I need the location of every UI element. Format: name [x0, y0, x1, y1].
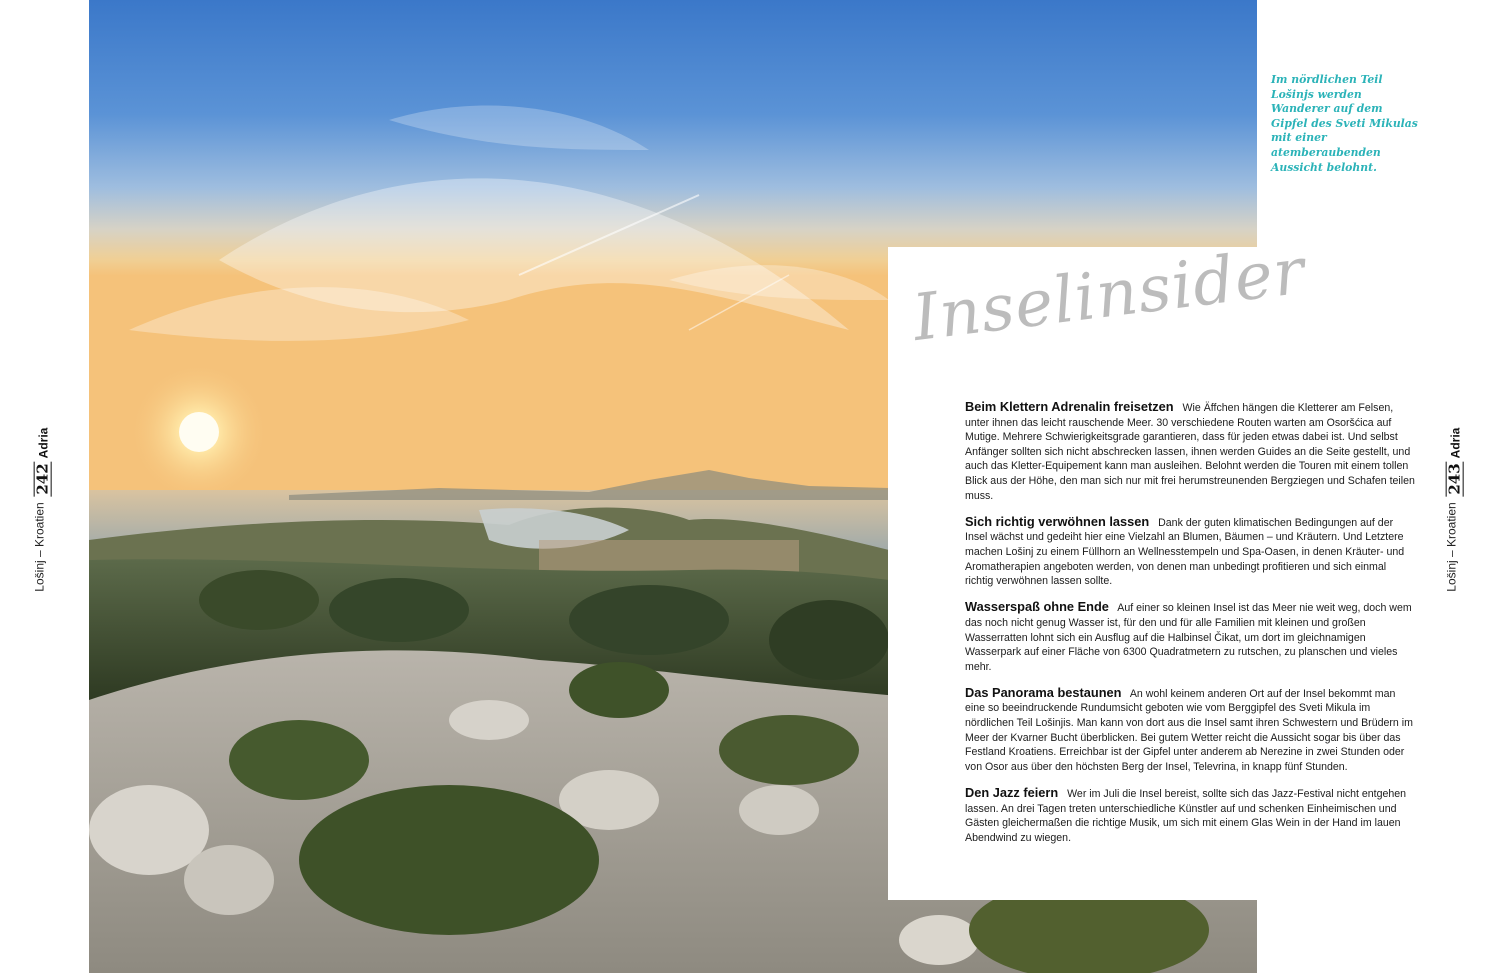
section-waterpark: [965, 600, 1415, 674]
section-panorama: [965, 686, 1415, 775]
section-wellness: [965, 515, 1415, 589]
left-page-number: 242: [33, 463, 52, 495]
left-running-head: [25, 0, 65, 973]
section-climbing: [965, 400, 1415, 503]
right-running-head: [1437, 0, 1477, 973]
section-text: Dank der guten klimatischen Bedingungen auf der Insel wächst und gedeiht hier eine Vielzahl an Blumen, Bäumen – und Kräutern. Und Letztere machen Lošinj zu einem Füllhorn an Wellnesstempeln und Spa-Oasen, in denen Kräuter- und Aromatherapien angeboten werden, von denen man unbedingt profitieren und sich einmal richtig verwöhnen lassen sollte.: [965, 516, 1405, 588]
section-heading: Beim Klettern Adrenalin freisetzen: [965, 399, 1174, 414]
right-page-number: 243: [1445, 463, 1464, 495]
section-heading: Den Jazz feiern: [965, 785, 1059, 801]
section-heading: Das Panorama bestaunen: [965, 684, 1122, 700]
section-text: Auf einer so kleinen Insel ist das Meer nie weit weg, doch wem das noch nicht genug Wasser ist, für den und für alle Familien mit kleinen und großen Wasserratten lohnt sich ein Ausflug auf die Halbinsel Čikat, um dort im gleichnamigen Wasserpark auf einer Fläche von 6300 Quadratmetern zu rutschen, zu planschen und vieles mehr.: [965, 602, 1412, 673]
section-heading: Sich richtig verwöhnen lassen: [965, 513, 1150, 529]
right-region-label: Adria: [1448, 427, 1463, 459]
section-jazz: [965, 786, 1415, 845]
feature-body: [965, 400, 1415, 857]
section-heading: Wasserspaß ohne Ende: [965, 599, 1109, 615]
section-text: An wohl keinem anderen Ort auf der Insel bekommt man eine so beeindruckende Rundumsicht geboten wie vom Berggipfel des Sveti Mikula im nördlichen Teil Lošinjis. Man kann von dort aus die Insel samt ihren Schwestern und Brüdern im Meer der Kvarner Bucht überblicken. Bei gutem Wetter reicht die Aussicht sogar bis über das Festland Kroatiens. Erreichbar ist der Gipfel unter anderem ab Nerezine in zwei Stunden oder von Osor aus über den höchsten Berg der Insel, Televrina, in knapp fünf Stunden.: [965, 687, 1413, 773]
left-region-label: Adria: [36, 427, 51, 459]
left-place-label: Lošinj – Kroatien: [32, 502, 47, 592]
right-place-label: Lošinj – Kroatien: [1444, 502, 1459, 592]
feature-title: Inselinsider: [908, 234, 1310, 356]
section-text: Wer im Juli die Insel bereist, sollte sich das Jazz-Festival nicht entgehen lassen. An drei Tagen treten unterschiedliche Künstler auf und schenken Einheimischen und Gästen gleichermaßen die richtige Musik, um sich mit einem Glas Wein in der Hand im lauen Abendwind zu wiegen.: [965, 788, 1407, 844]
photo-caption: Im nördlichen Teil Lošinjs werden Wanderer auf dem Gipfel des Sveti Mikulas mit einer atemberaubenden Aussicht belohnt.: [1271, 73, 1418, 174]
section-text: Wie Äffchen hängen die Kletterer am Felsen, unter ihnen das leicht rauschende Meer. 30 verschiedene Routen warten am Osoršćica auf Mutige. Mehrere Schwierigkeitsgrade garantieren, dass für jeden etwas dabei ist. Und selbst Anfänger sollten sich nicht abschrecken lassen, ihnen werden Guides an die Seite gestellt, und auch das Kletter-Equipement kann man ausleihen. Belohnt werden die Touren mit einem tollen Blick aus der Höhe, den man sich nur mit frei herumstreunenden Bergziegen und Schafen teilen muss.: [965, 402, 1415, 502]
